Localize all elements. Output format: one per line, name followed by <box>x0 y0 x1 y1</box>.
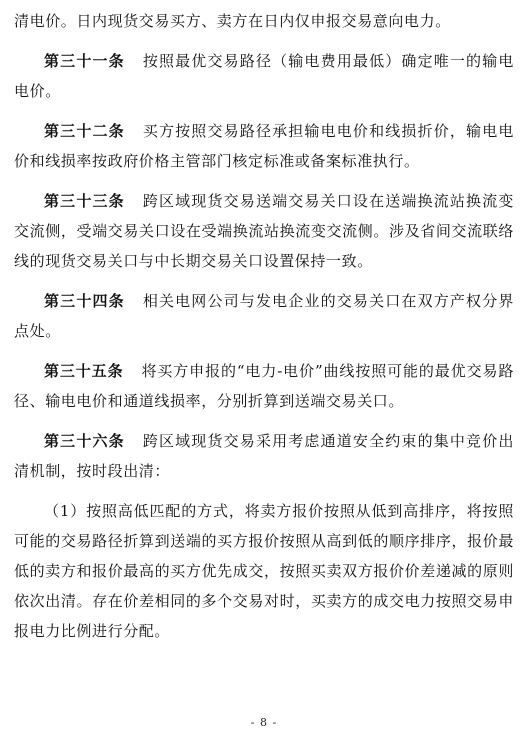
paragraph-text: 跨区域现货交易送端交易关口设在送端换流站换流变交流侧，受端交易关口设在受端换流站换流变交流侧。涉及省间交流联络线的现货交易关口与中长期交易关口设置保持一致。 <box>14 192 514 270</box>
page-number: - 8 - <box>250 716 278 729</box>
article-number: 第三十一条 <box>44 52 125 70</box>
article-32 <box>14 116 514 176</box>
article-number: 第三十六条 <box>44 432 125 450</box>
document-page <box>14 6 514 656</box>
paragraph-text: 相关电网公司与发电企业的交易关口在双方产权分界点处。 <box>14 292 514 340</box>
article-35 <box>14 356 514 416</box>
paragraph-text: 将买方申报的“电力-电价”曲线按照可能的最优交易路径、输电电价和通道线损率，分别折算到送端交易关口。 <box>14 362 514 410</box>
article-number: 第三十三条 <box>44 192 125 210</box>
article-number: 第三十四条 <box>44 292 125 310</box>
paragraph-text: 跨区域现货交易采用考虑通道安全约束的集中竞价出清机制，按时段出清： <box>14 432 514 480</box>
clause-1 <box>14 496 514 646</box>
paragraph-text: 按照最优交易路径（输电费用最低）确定唯一的输电电价。 <box>14 52 514 100</box>
article-33 <box>14 186 514 276</box>
article-36 <box>14 426 514 486</box>
paragraph-text: （1）按照高低匹配的方式，将卖方报价按照从低到高排序，将按照可能的交易路径折算到送端的买方报价按照从高到低的顺序排序，报价最低的卖方和报价最高的买方优先成交，按照买卖双方报价价差递减的原则依次出清。存在价差相同的多个交易对时，买卖方的成交电力按照交易申报电力比例进行分配。 <box>14 502 514 640</box>
paragraph-text: 清电价。日内现货交易买方、卖方在日内仅申报交易意向电力。 <box>14 12 451 30</box>
paragraph-continuation <box>14 6 514 36</box>
article-34 <box>14 286 514 346</box>
article-31 <box>14 46 514 106</box>
paragraph-text: 买方按照交易路径承担输电电价和线损折价，输电电价和线损率按政府价格主管部门核定标准或备案标准执行。 <box>14 122 514 170</box>
article-number: 第三十二条 <box>44 122 125 140</box>
article-number: 第三十五条 <box>44 362 124 380</box>
